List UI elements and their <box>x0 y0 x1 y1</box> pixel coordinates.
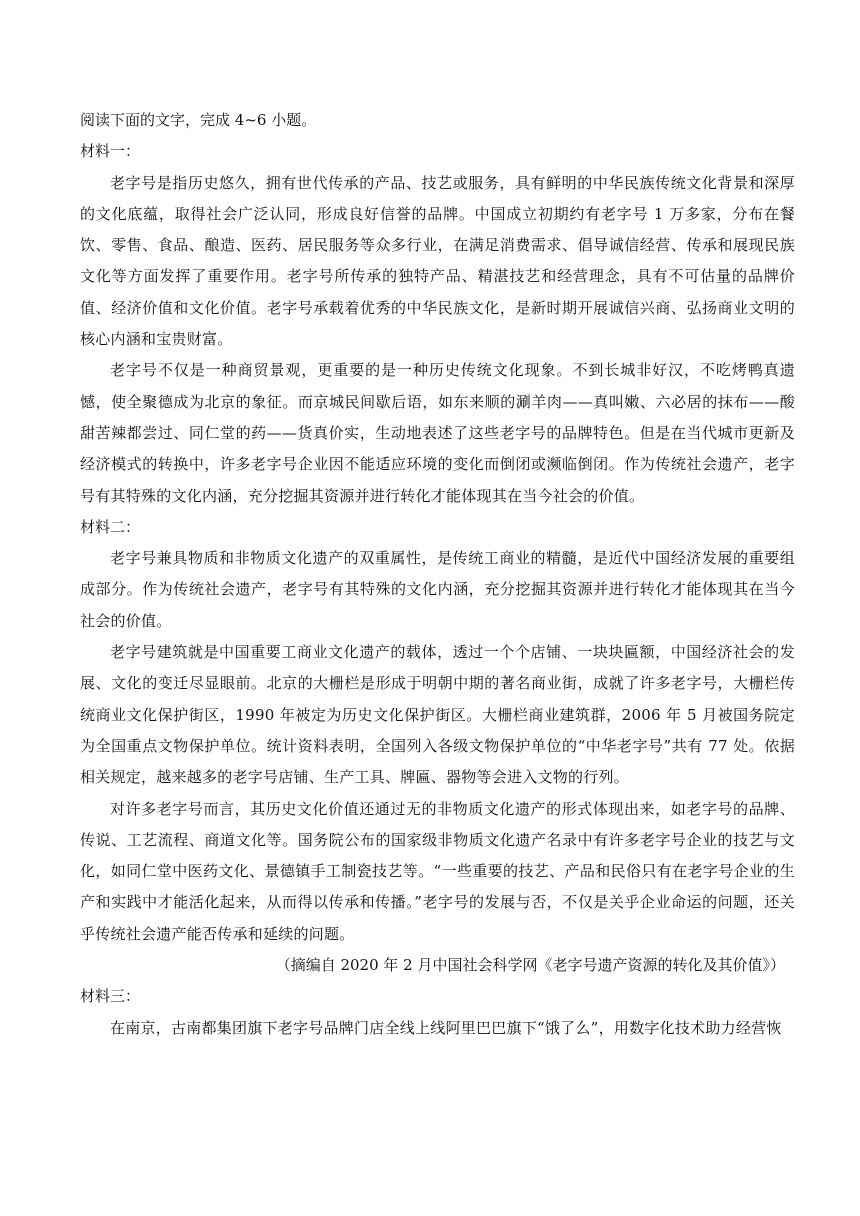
material-2-paragraph-2: 老字号建筑就是中国重要工商业文化遗产的载体，透过一个个店铺、一块块匾额，中国经济社会的发展、文化的变迁尽显眼前。北京的大栅栏是形成于明朝中期的著名商业街，成就了许多老字号，大栅栏传统商业文化保护街区，1990 年被定为历史文化保护街区。大栅栏商业建筑群，2006 年 5 月被国务院定为全国重点文物保护单位。统计资料表明，全国列入各级文物保护单位的“中华老字号”共有 77 处。依据相关规定，越来越多的老字号店铺、生产工具、牌匾、器物等会进入文物的行列。 <box>80 643 795 787</box>
document-page <box>80 105 795 1044</box>
material-2-source-citation: （摘编自 2020 年 2 月中国社会科学网《老字号遗产资源的转化及其价值》） <box>275 956 785 975</box>
material-2-label: 材料二： <box>80 517 141 536</box>
material-3-paragraph-1: 在南京，古南都集团旗下老字号品牌门店全线上线阿里巴巴旗下“饿了么”，用数字化技术助力经营恢 <box>110 1018 782 1037</box>
material-2-paragraph-1: 老字号兼具物质和非物质文化遗产的双重属性，是传统工商业的精髓，是近代中国经济发展的重要组成部分。作为传统社会遗产，老字号有其特殊的文化内涵，充分挖掘其资源并进行转化才能体现其在当今社会的价值。 <box>80 549 795 630</box>
material-3-label: 材料三： <box>80 987 141 1006</box>
reading-instruction: 阅读下面的文字，完成 4~6 小题。 <box>80 111 317 129</box>
material-1-paragraph-1: 老字号是指历史悠久，拥有世代传承的产品、技艺或服务，具有鲜明的中华民族传统文化背景和深厚的文化底蕴，取得社会广泛认同，形成良好信誉的品牌。中国成立初期约有老字号 1 万多家，分布在餐饮、零售、食品、酿造、医药、居民服务等众多行业，在满足消费需求、倡导诚信经营、传承和展现民族文化等方面发挥了重要作用。老字号所传承的独特产品、精湛技艺和经营理念，具有不可估量的品牌价值、经济价值和文化价值。老字号承载着优秀的中华民族文化，是新时期开展诚信兴商、弘扬商业文明的核心内涵和宝贵财富。 <box>80 173 795 349</box>
material-1-paragraph-2: 老字号不仅是一种商贸景观，更重要的是一种历史传统文化现象。不到长城非好汉，不吃烤鸭真遗憾，使全聚德成为北京的象征。而京城民间歇后语，如东来顺的涮羊肉——真叫嫩、六必居的抹布——酸甜苦辣都尝过、同仁堂的药——货真价实，生动地表述了这些老字号的品牌特色。但是在当代城市更新及经济模式的转换中，许多老字号企业因不能适应环境的变化而倒闭或濒临倒闭。作为传统社会遗产，老字号有其特殊的文化内涵，充分挖掘其资源并进行转化才能体现其在当今社会的价值。 <box>80 361 795 505</box>
material-1-label: 材料一： <box>80 142 141 161</box>
material-2-paragraph-3: 对许多老字号而言，其历史文化价值还通过无的非物质文化遗产的形式体现出来，如老字号的品牌、传说、工艺流程、商道文化等。国务院公布的国家级非物质文化遗产名录中有许多老字号企业的技艺与文化，如同仁堂中医药文化、景德镇手工制瓷技艺等。“一些重要的技艺、产品和民俗只有在老字号企业的生产和实践中才能活化起来，从而得以传承和传播。”老字号的发展与否，不仅是关乎企业命运的问题，还关乎传统社会遗产能否传承和延续的问题。 <box>80 799 795 943</box>
